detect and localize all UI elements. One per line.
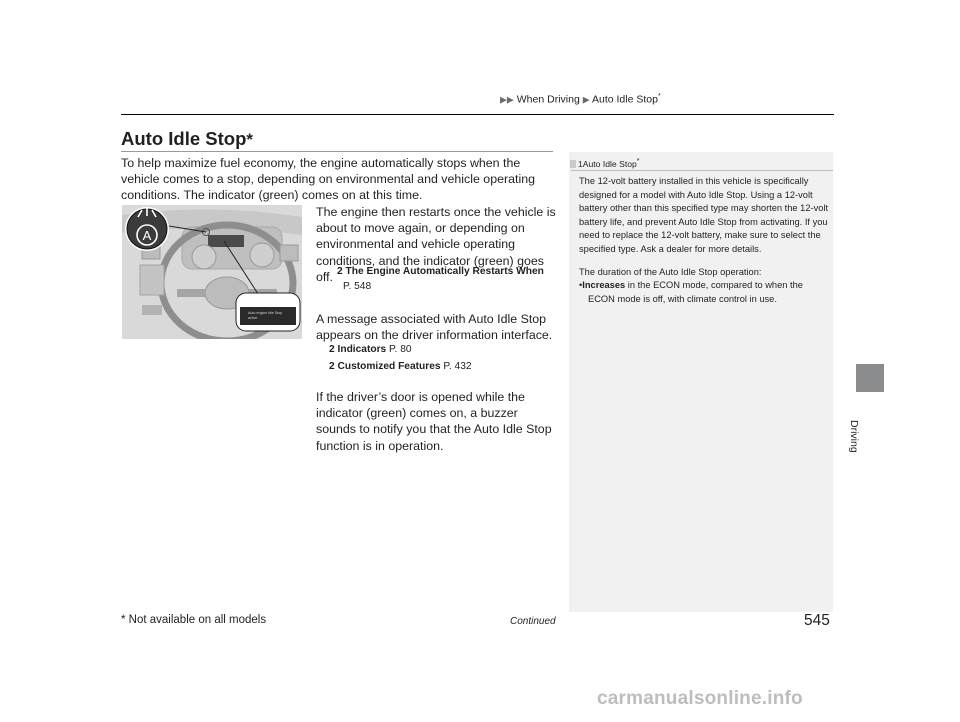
bullet-bold: Increases	[582, 280, 626, 291]
xref-customized-page: P. 432	[443, 361, 472, 372]
side-note-paragraph: The duration of the Auto Idle Stop operation:	[579, 266, 762, 277]
xref-customized-title: Customized Features	[337, 361, 441, 372]
chapter-tab-label: Driving	[848, 420, 860, 453]
breadcrumb-star: *	[657, 93, 661, 100]
side-note-title	[570, 158, 640, 169]
breadcrumb-arrow-icon: ▶▶	[500, 94, 514, 105]
bullet-icon: •	[579, 280, 583, 291]
bullet-text: in the ECON mode, compared to when the ECON mode is off, with climate control in use.	[588, 280, 803, 304]
note-marker-icon	[570, 160, 576, 168]
xref-restart-page: P. 548	[343, 281, 372, 292]
page-title-text: Auto Idle Stop	[121, 128, 247, 149]
xref-indicators-title: Indicators	[337, 344, 387, 355]
side-note-bullet	[579, 279, 829, 306]
note-title-star: *	[636, 158, 640, 165]
xref-restart-title: The Engine Automatically Restarts When	[345, 266, 544, 277]
xref-indicators[interactable]	[329, 342, 412, 357]
side-note-paragraph: The 12-volt battery installed in this vehicle is specifically designed for a model with Auto Idle Stop. Using a 12-volt battery other than this specified type may shorten the 12-volt battery life, and prevent Auto Idle Stop from activating. If you need to replace the 12-volt battery, make sure to select the specified type. Ask a dealer for more details.	[579, 176, 829, 254]
breadcrumb-arrow-icon: ▶	[582, 94, 590, 105]
note-title-text: Auto Idle Stop	[582, 158, 637, 169]
title-divider	[121, 151, 553, 152]
breadcrumb	[500, 93, 661, 106]
door-paragraph: If the driver’s door is opened while the indicator (green) comes on, a buzzer sounds to notify you that the Auto Idle Stop function is in operation.	[316, 390, 552, 453]
xref-indicators-page: P. 80	[389, 344, 412, 355]
note-number: 1	[578, 158, 583, 169]
xref-customized[interactable]	[329, 359, 472, 374]
xref-arrow-icon: 2	[337, 266, 343, 277]
intro-paragraph: To help maximize fuel economy, the engine automatically stops when the vehicle comes to a stop, depending on environmental and vehicle operating conditions. The indicator (green) comes on at this time.	[121, 156, 535, 203]
xref-restart[interactable]	[337, 264, 559, 279]
page-title	[121, 128, 253, 150]
header-divider	[121, 114, 834, 115]
display-message: Auto engine idle Stop	[248, 311, 283, 315]
watermark: carmanualsonline.info	[597, 688, 803, 709]
xref-arrow-icon: 2	[329, 361, 335, 372]
breadcrumb-item-when-driving[interactable]: When Driving	[516, 93, 580, 106]
footnote: * Not available on all models	[121, 614, 267, 626]
svg-text:active: active	[248, 316, 258, 320]
page-title-star: *	[246, 130, 253, 149]
chapter-tab[interactable]	[856, 364, 884, 392]
message-paragraph: A message associated with Auto Idle Stop appears on the driver information interface.	[316, 312, 553, 343]
indicator-letter: A	[142, 228, 152, 243]
xref-arrow-icon: 2	[329, 344, 335, 355]
side-note-body	[579, 175, 829, 306]
dashboard-illustration	[122, 205, 302, 339]
restart-paragraph: The engine then restarts once the vehicle is about to move again, or depending on environmental and vehicle operating conditions, and the indicator (green) goes off.	[316, 205, 556, 284]
side-note-divider	[571, 170, 833, 171]
breadcrumb-item-auto-idle-stop[interactable]: Auto Idle Stop	[591, 93, 658, 106]
page-number: 545	[804, 612, 830, 629]
continued-label: Continued	[510, 616, 556, 627]
